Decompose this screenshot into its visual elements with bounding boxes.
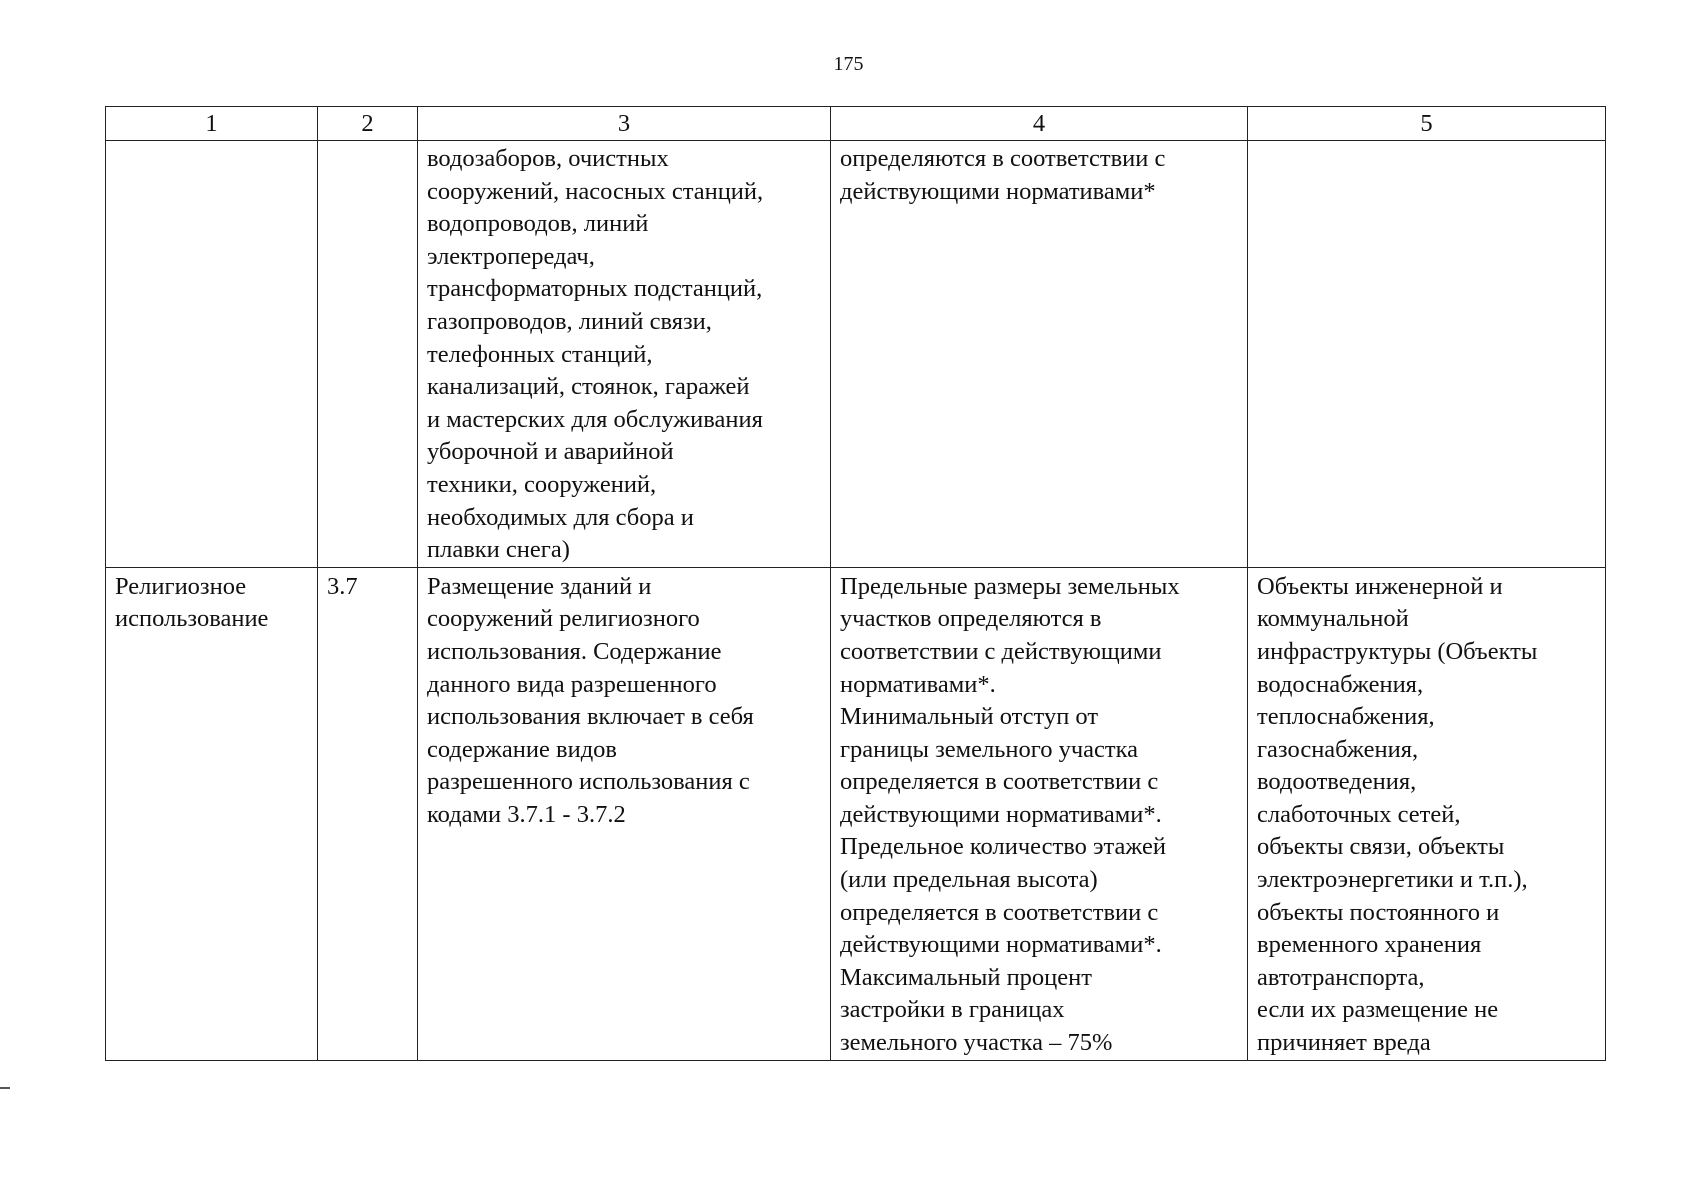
header-row bbox=[106, 107, 1606, 141]
use-code-cell bbox=[318, 141, 418, 568]
use-name-cell: Религиозное использование bbox=[106, 567, 318, 1060]
column-header-4: 4 bbox=[831, 107, 1248, 141]
use-description-cell: Размещение зданий и сооружений религиозного использования. Содержание данного вида разрешенного использования включает в себя содержание видов разрешенного использования с кодами 3.7.1 - 3.7.2 bbox=[418, 567, 831, 1060]
scan-edge-mark bbox=[0, 1087, 10, 1089]
column-header-1: 1 bbox=[106, 107, 318, 141]
column-header-5: 5 bbox=[1248, 107, 1606, 141]
page-number: 175 bbox=[833, 53, 864, 75]
use-code-cell: 3.7 bbox=[318, 567, 418, 1060]
conditional-uses-cell bbox=[1248, 141, 1606, 568]
regulations-table bbox=[105, 106, 1606, 1061]
column-header-3: 3 bbox=[418, 107, 831, 141]
table-row bbox=[106, 141, 1606, 568]
parameters-cell: Предельные размеры земельных участков определяются в соответствии с действующими нормативами*. Минимальный отступ от границы земельного участка определяется в соответствии с действующими нормативами*. Предельное количество этажей (или предельная высота) определяется в соответствии с действующими нормативами*. Максимальный процент застройки в границах земельного участка – 75% bbox=[831, 567, 1248, 1060]
parameters-cell: определяются в соответствии с действующими нормативами* bbox=[831, 141, 1248, 568]
conditional-uses-cell: Объекты инженерной и коммунальной инфраструктуры (Объекты водоснабжения, теплоснабжения, газоснабжения, водоотведения, слаботочных сетей, объекты связи, объекты электроэнергетики и т.п.), объекты постоянного и временного хранения автотранспорта, если их размещение не причиняет вреда bbox=[1248, 567, 1606, 1060]
table-row bbox=[106, 567, 1606, 1060]
use-description-cell: водозаборов, очистных сооружений, насосных станций, водопроводов, линий электропередач, трансформаторных подстанций, газопроводов, линий связи, телефонных станций, канализаций, стоянок, гаражей и мастерских для обслуживания уборочной и аварийной техники, сооружений, необходимых для сбора и плавки снега) bbox=[418, 141, 831, 568]
use-name-cell bbox=[106, 141, 318, 568]
column-header-2: 2 bbox=[318, 107, 418, 141]
